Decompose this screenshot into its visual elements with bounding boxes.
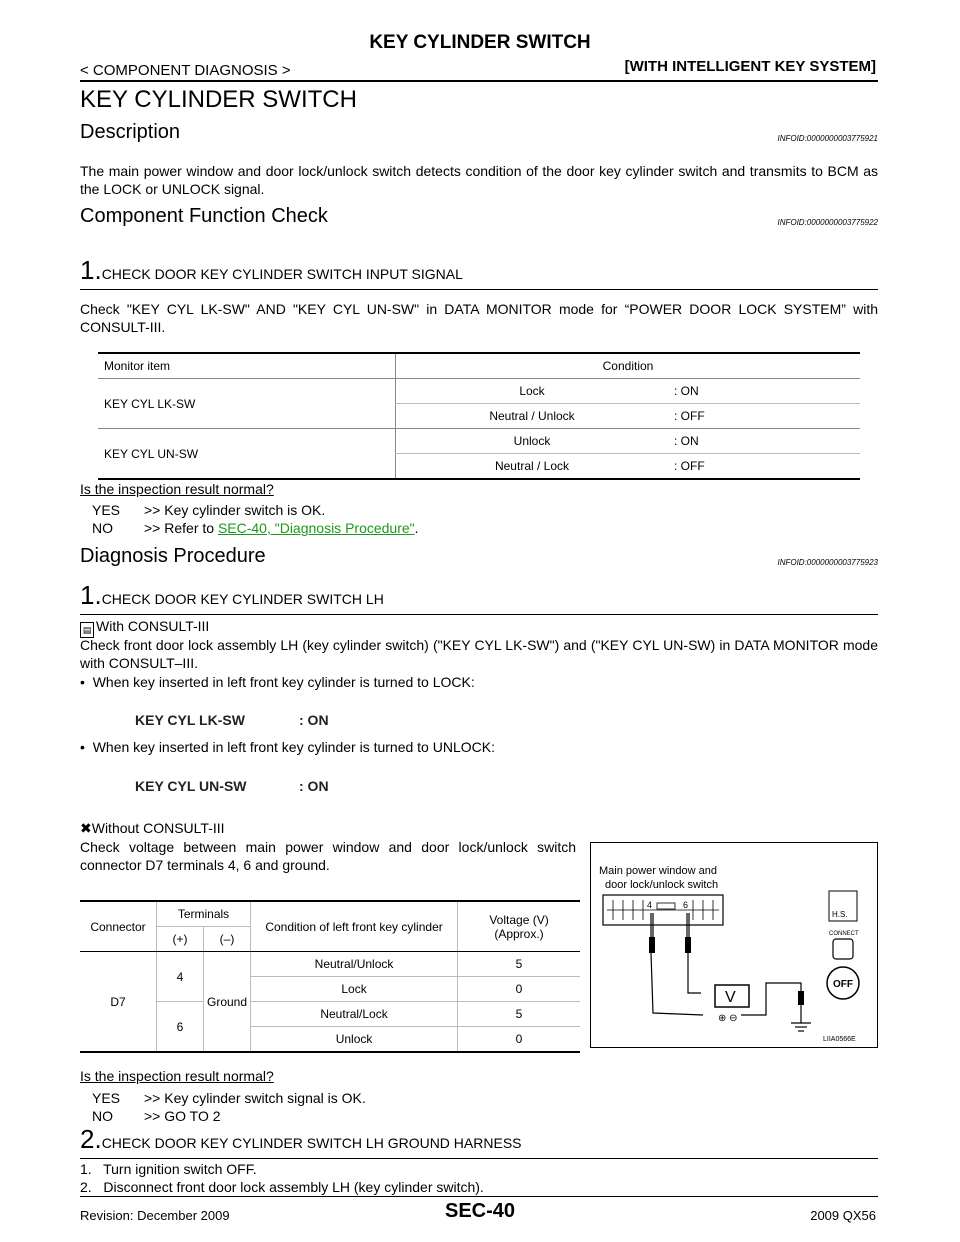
pin-6-label: 6 [683,900,689,910]
wiring-figure [590,842,878,1048]
cond-neutral-unlock: Neutral / Unlock [396,404,669,429]
yes-text: >> Key cylinder switch signal is OK. [144,1090,366,1106]
description-heading: Description [80,121,181,143]
step-title: CHECK DOOR KEY CYLINDER SWITCH INPUT SIGNAL [101,266,463,282]
val-neutral-lock: : OFF [668,454,860,480]
list-item-1: 1. Turn ignition switch OFF. [80,1161,257,1177]
step-number: 1. [80,580,102,610]
pin-4-label: 4 [647,900,653,910]
without-consult-label: Without CONSULT-III [91,820,225,836]
function-check-step-1 [80,255,878,290]
result-un-label: KEY CYL UN-SW [135,778,247,794]
diagnosis-no [92,1107,221,1125]
cell-ground: Ground [204,952,251,1053]
description-infoid: INFOID:0000000003775921 [777,134,878,143]
result-un-value: : ON [299,778,329,794]
voltmeter-label: V [725,989,736,1006]
no-label: NO [92,520,113,536]
probe-tip-left [649,937,655,953]
figure-label-2: door lock/unlock switch [605,879,719,891]
yes-label: YES [92,502,121,518]
cond-neutral-lock: Neutral / Lock [396,454,669,480]
with-consult-label: With CONSULT-III [96,618,210,634]
diagnosis-question: Is the inspection result normal? [80,1068,274,1084]
val-neutral-unlock: : OFF [668,404,860,429]
cond-lock: Lock [396,379,669,404]
function-check-instruction: Check "KEY CYL LK-SW" AND "KEY CYL UN-SW" in DATA MONITOR mode for “POWER DOOR LOCK SYSTEM” with CONSULT-III. [80,301,878,335]
result-lk-row [135,712,329,728]
without-consult-row [80,820,225,837]
bullet-unlock-text: When key inserted in left front key cylinder is turned to UNLOCK: [92,739,495,755]
meter-plus-icon: ⊕ ⊖ [718,1013,738,1024]
consult-tool-icon: ▤ [80,622,94,638]
th-condition: Condition [396,353,861,379]
diagnosis-infoid: INFOID:0000000003775923 [777,558,878,567]
th-voltage-approx: (Approx.) [494,926,544,941]
monitor-item-un: KEY CYL UN-SW [98,429,396,480]
function-check-no [92,519,419,537]
no-text-end: . [414,520,419,536]
header-variant: [WITH INTELLIGENT KEY SYSTEM] [624,58,876,75]
probe-tip-right [685,937,691,953]
monitor-table [98,352,860,480]
th-monitor-item: Monitor item [98,353,396,379]
th-minus: (–) [204,927,251,952]
cell-cond-3: Unlock [251,1027,458,1053]
diagnosis-step-1 [80,580,878,615]
diagnosis-yes [92,1089,366,1107]
diagnosis-instruction: Check front door lock assembly LH (key cylinder switch) ("KEY CYL LK-SW") and ("KEY CYL UN-SW) in DATA MONITOR mode with CONSULT–III. [80,637,878,671]
function-check-question: Is the inspection result normal? [80,481,274,497]
th-connector: Connector [80,901,157,952]
header-category: < COMPONENT DIAGNOSIS > [80,62,291,79]
th-terminals: Terminals [157,901,251,927]
val-lock: : ON [668,379,860,404]
page-header-title: KEY CYLINDER SWITCH [369,32,591,53]
th-plus: (+) [157,927,204,952]
th-voltage-label: Voltage (V) [489,912,549,927]
step-number: 1. [80,255,102,285]
monitor-item-lk: KEY CYL LK-SW [98,379,396,429]
function-check-infoid: INFOID:0000000003775922 [777,218,878,227]
result-lk-label: KEY CYL LK-SW [135,712,245,728]
yes-text: >> Key cylinder switch is OK. [144,502,326,518]
with-consult-row [80,618,209,638]
footer-divider [80,1196,878,1197]
bullet-lock: • When key inserted in left front key cylinder is turned to LOCK: [80,674,475,690]
bullet-unlock: • When key inserted in left front key cylinder is turned to UNLOCK: [80,739,495,755]
function-check-yes [92,501,325,519]
list-item-2: 2. Disconnect front door lock assembly LH (key cylinder switch). [80,1179,484,1195]
cell-cond-0: Neutral/Unlock [251,952,458,977]
th-voltage [458,901,580,952]
result-lk-value: : ON [299,712,329,728]
diagnosis-instruction-2: Check voltage between main power window and door lock/unlock switch connector D7 terminals 4, 6 and ground. [80,839,576,873]
footer-model: 2009 QX56 [810,1208,876,1223]
no-text: >> GO TO 2 [144,1108,221,1124]
footer-revision: Revision: December 2009 [80,1208,230,1223]
step-title: CHECK DOOR KEY CYLINDER SWITCH LH [101,591,384,607]
diagnosis-procedure-link[interactable]: SEC-40, "Diagnosis Procedure" [217,520,415,536]
cell-v-1: 0 [458,977,580,1002]
connect-icon [833,939,853,959]
hs-label: H.S. [832,910,848,919]
connector-cavities [607,900,719,920]
cell-v-2: 5 [458,1002,580,1027]
diagnosis-step-2 [80,1124,878,1159]
th-condition: Condition of left front key cylinder [251,901,458,952]
off-label: OFF [833,979,853,990]
yes-label: YES [92,1090,121,1106]
figure-label-1: Main power window and [599,865,718,877]
section-title: KEY CYLINDER SWITCH [80,86,357,113]
figure-code: LIIA0566E [823,1036,856,1043]
probe-tip-ground [798,991,804,1005]
description-text: The main power window and door lock/unlock switch detects condition of the door key cylinder switch and transmits to BCM as the LOCK or UNLOCK signal. [80,163,878,197]
cell-v-0: 5 [458,952,580,977]
step-number: 2. [80,1124,102,1154]
connect-label: CONNECT [829,931,859,937]
cell-v-3: 0 [458,1027,580,1053]
no-label: NO [92,1108,113,1124]
header-divider [80,80,878,82]
wiring-diagram [591,843,877,1047]
diagnosis-heading: Diagnosis Procedure [80,545,266,567]
voltage-table [80,900,580,1053]
cell-terminal-4: 4 [157,952,204,1002]
cell-connector: D7 [80,952,157,1053]
function-check-heading: Component Function Check [80,205,328,227]
cell-cond-1: Lock [251,977,458,1002]
result-un-row [135,778,329,794]
cond-unlock: Unlock [396,429,669,454]
no-tool-icon: ✖ [80,820,92,836]
footer-page-number: SEC-40 [444,1200,516,1222]
step-title: CHECK DOOR KEY CYLINDER SWITCH LH GROUND HARNESS [101,1135,522,1151]
no-text: >> Refer to [144,520,218,536]
cell-terminal-6: 6 [157,1002,204,1053]
cell-cond-2: Neutral/Lock [251,1002,458,1027]
bullet-lock-text: When key inserted in left front key cylinder is turned to LOCK: [92,674,475,690]
val-unlock: : ON [668,429,860,454]
ground-symbol [791,1013,811,1031]
